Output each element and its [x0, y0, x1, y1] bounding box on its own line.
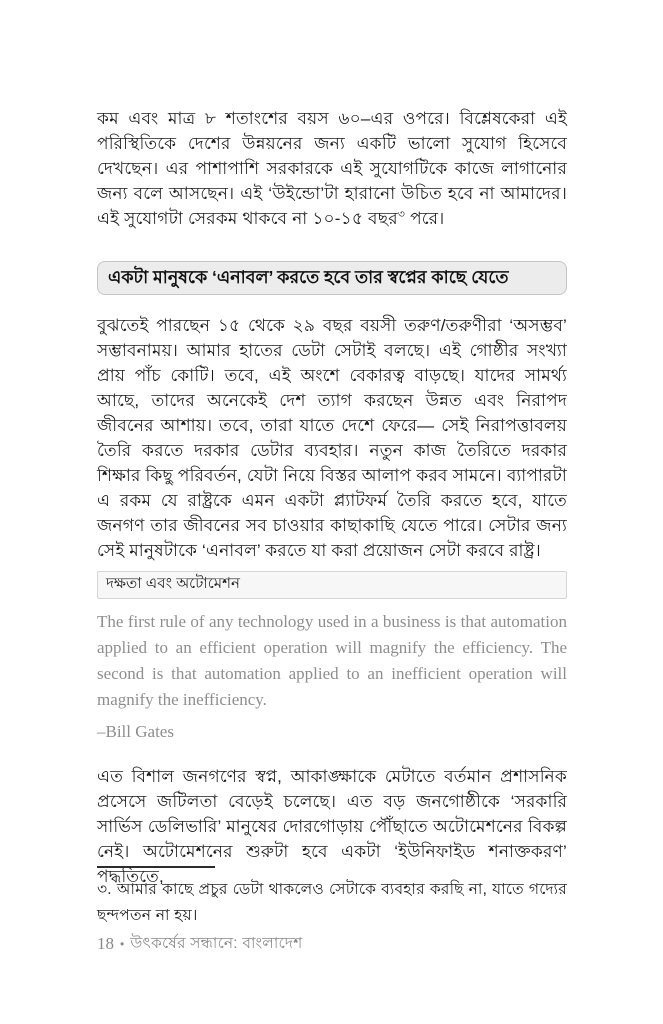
footnote-area	[97, 866, 567, 929]
bullet-separator: •	[120, 937, 125, 951]
footnote-reference-mark: ৩	[397, 208, 406, 221]
footnote	[97, 877, 567, 929]
paragraph-1-tail: পরে।	[405, 209, 445, 228]
paragraph-3: এত বিশাল জনগণের স্বপ্ন, আকাঙ্ক্ষাকে মেটাতে বর্তমান প্রশাসনিক প্রসেসে জটিলতা বেড়েই চলেছে। এত বড় জনগোষ্ঠীকে ‘সরকারি সার্ভিস ডেলিভারি’ মানুষের দোরগোড়ায় পৌঁছাতে অটোমেশনের বিকল্প নেই। অটোমেশনের শুরুটা হবে একটা ‘ইউনিফাইড শনাক্তকরণ’ পদ্ধতিতে,	[97, 767, 567, 886]
page-content	[97, 106, 567, 889]
book-title: উৎকর্ষের সন্ধানে: বাংলাদেশ	[130, 935, 303, 952]
quote-text: The first rule of any technology used in a business is that automation applied to an efficient operation will magnify the efficiency. The second is that automation applied to an inefficient operation will magnify the inefficiency.	[97, 612, 567, 709]
paragraph-1-text: কম এবং মাত্র ৮ শতাংশের বয়স ৬০–এর ওপরে। বিশ্লেষকেরা এই পরিস্থিতিকে দেশের উন্নয়নের জন্য একটি ভালো সুযোগ হিসেবে দেখছেন। এর পাশাপাশি সরকারকে এই সুযোগটিকে কাজে লাগানোর জন্য বলে আসছেন। এই ‘উইন্ডো’টা হারানো উচিত হবে না আমাদের। এই সুযোগটা সেরকম থাকবে না ১০-১৫ বছর	[97, 109, 567, 228]
page-footer	[97, 931, 567, 957]
footnote-marker: ৩.	[97, 881, 112, 898]
paragraph-1	[97, 106, 567, 231]
section-heading: একটা মানুষকে ‘এনাবল’ করতে হবে তার স্বপ্নের কাছে যেতে	[97, 261, 567, 295]
paragraph-2: বুঝতেই পারছেন ১৫ থেকে ২৯ বছর বয়সী তরুণ/তরুণীরা ‘অসম্ভব’ সম্ভাবনাময়। আমার হাতের ডেটা সেটাই বলছে। এই গোষ্ঠীর সংখ্যা প্রায় পাঁচ কোটি। তবে, এই অংশে বেকারত্ব বাড়ছে। যাদের সামর্থ্য আছে, তাদের অনেকেই দেশ ত্যাগ করছেন উন্নত এবং নিরাপদ জীবনের আশায়। তবে, তারা যাতে দেশে ফেরে— সেই নিরাপত্তাবলয় তৈরি করতে দরকার ডেটার ব্যবহার। নতুন কাজ তৈরিতে দরকার শিক্ষার কিছু পরিবর্তন, যেটা নিয়ে বিস্তর আলাপ করব সামনে। ব্যাপারটা এ রকম যে রাষ্ট্রকে এমন একটা প্ল্যাটফর্ম তৈরি করতে হবে, যাতে জনগণ তার জীবনের সব চাওয়ার কাছাকাছি যেতে পারে। সেটার জন্য সেই মানুষটাকে ‘এনাবল’ করতে যা করা প্রয়োজন সেটা করবে রাষ্ট্র।	[97, 316, 567, 560]
quote-attribution: –Bill Gates	[97, 722, 174, 741]
footnote-text: আমার কাছে প্রচুর ডেটা থাকলেও সেটাকে ব্যবহার করছি না, যাতে গদ্যের ছন্দপতন না হয়।	[97, 881, 567, 924]
sub-section-heading: দক্ষতা এবং অটোমেশন	[97, 571, 567, 599]
footnote-divider	[97, 866, 215, 868]
page-number: 18	[97, 934, 114, 953]
